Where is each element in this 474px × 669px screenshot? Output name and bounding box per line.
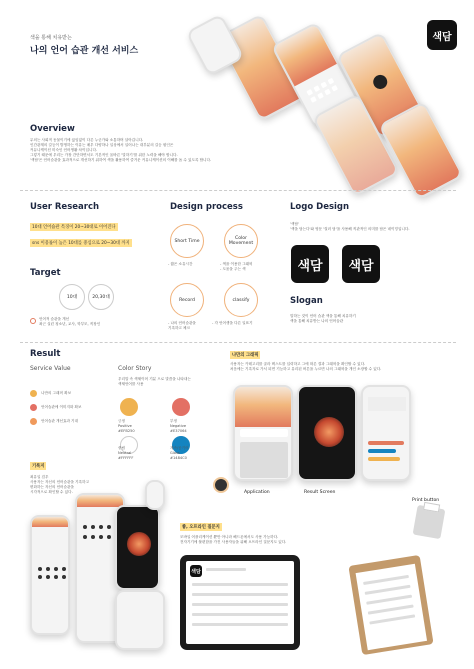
overview-title: Overview: [30, 124, 75, 134]
record-phone-5: [145, 480, 165, 510]
process-node-record: Record: [170, 283, 204, 317]
graphic-title: 나만의 그래픽: [232, 353, 259, 358]
clipboard: [348, 555, 433, 655]
process-caption-short-time: - 짧은 소유시간: [168, 262, 193, 266]
tablet: 색담: [180, 555, 300, 650]
app-logo: 색담: [427, 20, 457, 50]
slogan-title: Slogan: [290, 296, 323, 306]
header-subtitle: 색을 통해 치유받는: [30, 35, 72, 41]
record-phone-1: [30, 515, 70, 635]
overview-text: 무의는 사회적 동물이기에 끊임없이 다른 누군가와 소통하며 살아갑니다. 인간관계의 갈등이 발생하는 이유는 매우 다양하나 일상에서 일어나는 대부분의 갈등 원인은 커뮤니케이션 미숙인 언어생활 차이입니다. 그렇기 때문에 우리는 가장 간단하면서도 기본적인 올바른 '말하기'를 위한 노력을 해야 합니다. '색담'은 언어습관을 효과적으로 개선하기 위하여 색을 활용하여 즐거운 커뮤니케이션의 이해를 돕 수 있도록 합니다.: [30, 138, 212, 162]
divider: [20, 190, 456, 191]
user-research-title: User Research: [30, 202, 100, 212]
target-title: Target: [30, 268, 61, 278]
value-item-2: 언어습관에 이미지화 확보: [41, 405, 82, 409]
caption-result-screen: Result Screen: [304, 490, 336, 495]
avatar: [213, 477, 229, 493]
slogan-text: 말하는 것이 언어 습관 색을 통해 치유하기 색을 통해 치유받는 나의 언어습관: [290, 314, 356, 323]
record-text: 최유일 검우 사용자는 자신의 언어습관을 기록하고 변화하는 자신의 언어습관을 시각적으로 확인할 수 있다.: [30, 475, 89, 494]
research-highlight-1: 10대 언어습관 특징이 20~30대로 이어진다: [32, 225, 116, 230]
process-node-short-time: Short Time: [170, 224, 204, 258]
logo-dark-variant: 색담: [291, 245, 329, 283]
logo-dark-variant-2: 색담: [342, 245, 380, 283]
logo-design-desc: '색담' '색을 담는다'와 영문 '컬러 담'을 사용해 직관적인 의미를 담은 네이밍입니다.: [290, 222, 410, 231]
color-label-positive: 긍정 Positive #EFB250: [118, 419, 135, 433]
record-phone-3: [115, 505, 160, 590]
record-title: 기록지: [32, 464, 45, 469]
target-check-icon: [30, 318, 36, 324]
value-dot-3: [30, 418, 37, 425]
color-label-gloss: 계속/공기어 Gloss #1484C0: [170, 446, 189, 460]
record-phone-4: [115, 590, 165, 650]
service-value-title: Service Value: [30, 365, 71, 372]
logo-design-title: Logo Design: [290, 202, 350, 212]
color-swatch-negative: [172, 398, 190, 416]
stats-phone: [361, 385, 411, 481]
process-caption-color-movement: - 색을 이용한 그래픽 - 도움을 주는 색: [220, 262, 253, 271]
result-title: Result: [30, 349, 61, 359]
color-label-neutral: 중립 Neutral #FFFFFF: [118, 446, 134, 460]
result-screen-phone: [297, 385, 357, 481]
process-node-color-movement: Color Movement: [224, 224, 258, 258]
value-item-3: 언어습관 개선효과 기대: [41, 419, 78, 423]
design-process-title: Design process: [170, 202, 243, 212]
color-story-title: Color Story: [118, 365, 152, 372]
color-story-desc: 우리말 속 색채이어 기분 으로 말씀을 나타내는 색채언어를 사용: [118, 377, 191, 386]
target-pill-teen: 10대: [59, 284, 85, 310]
caption-application: Application: [244, 490, 270, 495]
question-title: 좋, 오프라인 질문지: [182, 525, 220, 530]
page-title: 나의 언어 습관 개선 서비스: [30, 46, 139, 56]
target-desc: 언어적 습관을 개선 최근 실린 청소년, 교사, 학부모, 직장인: [39, 317, 101, 326]
question-text: 모바일 어플리케이션 뿐만 아니라 해드폰에서도 사용 가능하다. 전자기기에 불편함을 가진 사용자들을 위해 오프라인 질문지도 있다.: [180, 535, 287, 544]
divider-2: [20, 342, 456, 343]
color-swatch-positive: [120, 398, 138, 416]
graphic-text: 사용자는 카테고리를 골라 텍스트를 입력하고 그에 따른 결과 그래픽을 확인할 수 있다. 처음에는 기록자로 가서 되면 기능하고 유리된 버튼을 누르면 나의 그래픽을 개인 소장할 수 있다.: [230, 362, 382, 371]
process-node-classify: classify: [224, 283, 258, 317]
color-label-negative: 부정 Negative #E37064: [170, 419, 187, 433]
process-caption-classify: - 각 언어생을 다른 일표기: [212, 321, 253, 325]
target-pill-adult: 20,30대: [88, 284, 114, 310]
print-button-image: [413, 505, 446, 539]
value-dot-1: [30, 390, 37, 397]
application-phone: [233, 385, 293, 481]
research-highlight-2: sns 이용률이 높은 10대를 중심으로 20~30대 까지: [32, 241, 130, 246]
process-caption-record: - 나의 언어습관을 기록하고 체크: [168, 321, 196, 330]
value-dot-2: [30, 404, 37, 411]
print-caption: Print button: [412, 498, 440, 503]
value-item-1: 나만의 그래픽 확보: [41, 391, 72, 395]
